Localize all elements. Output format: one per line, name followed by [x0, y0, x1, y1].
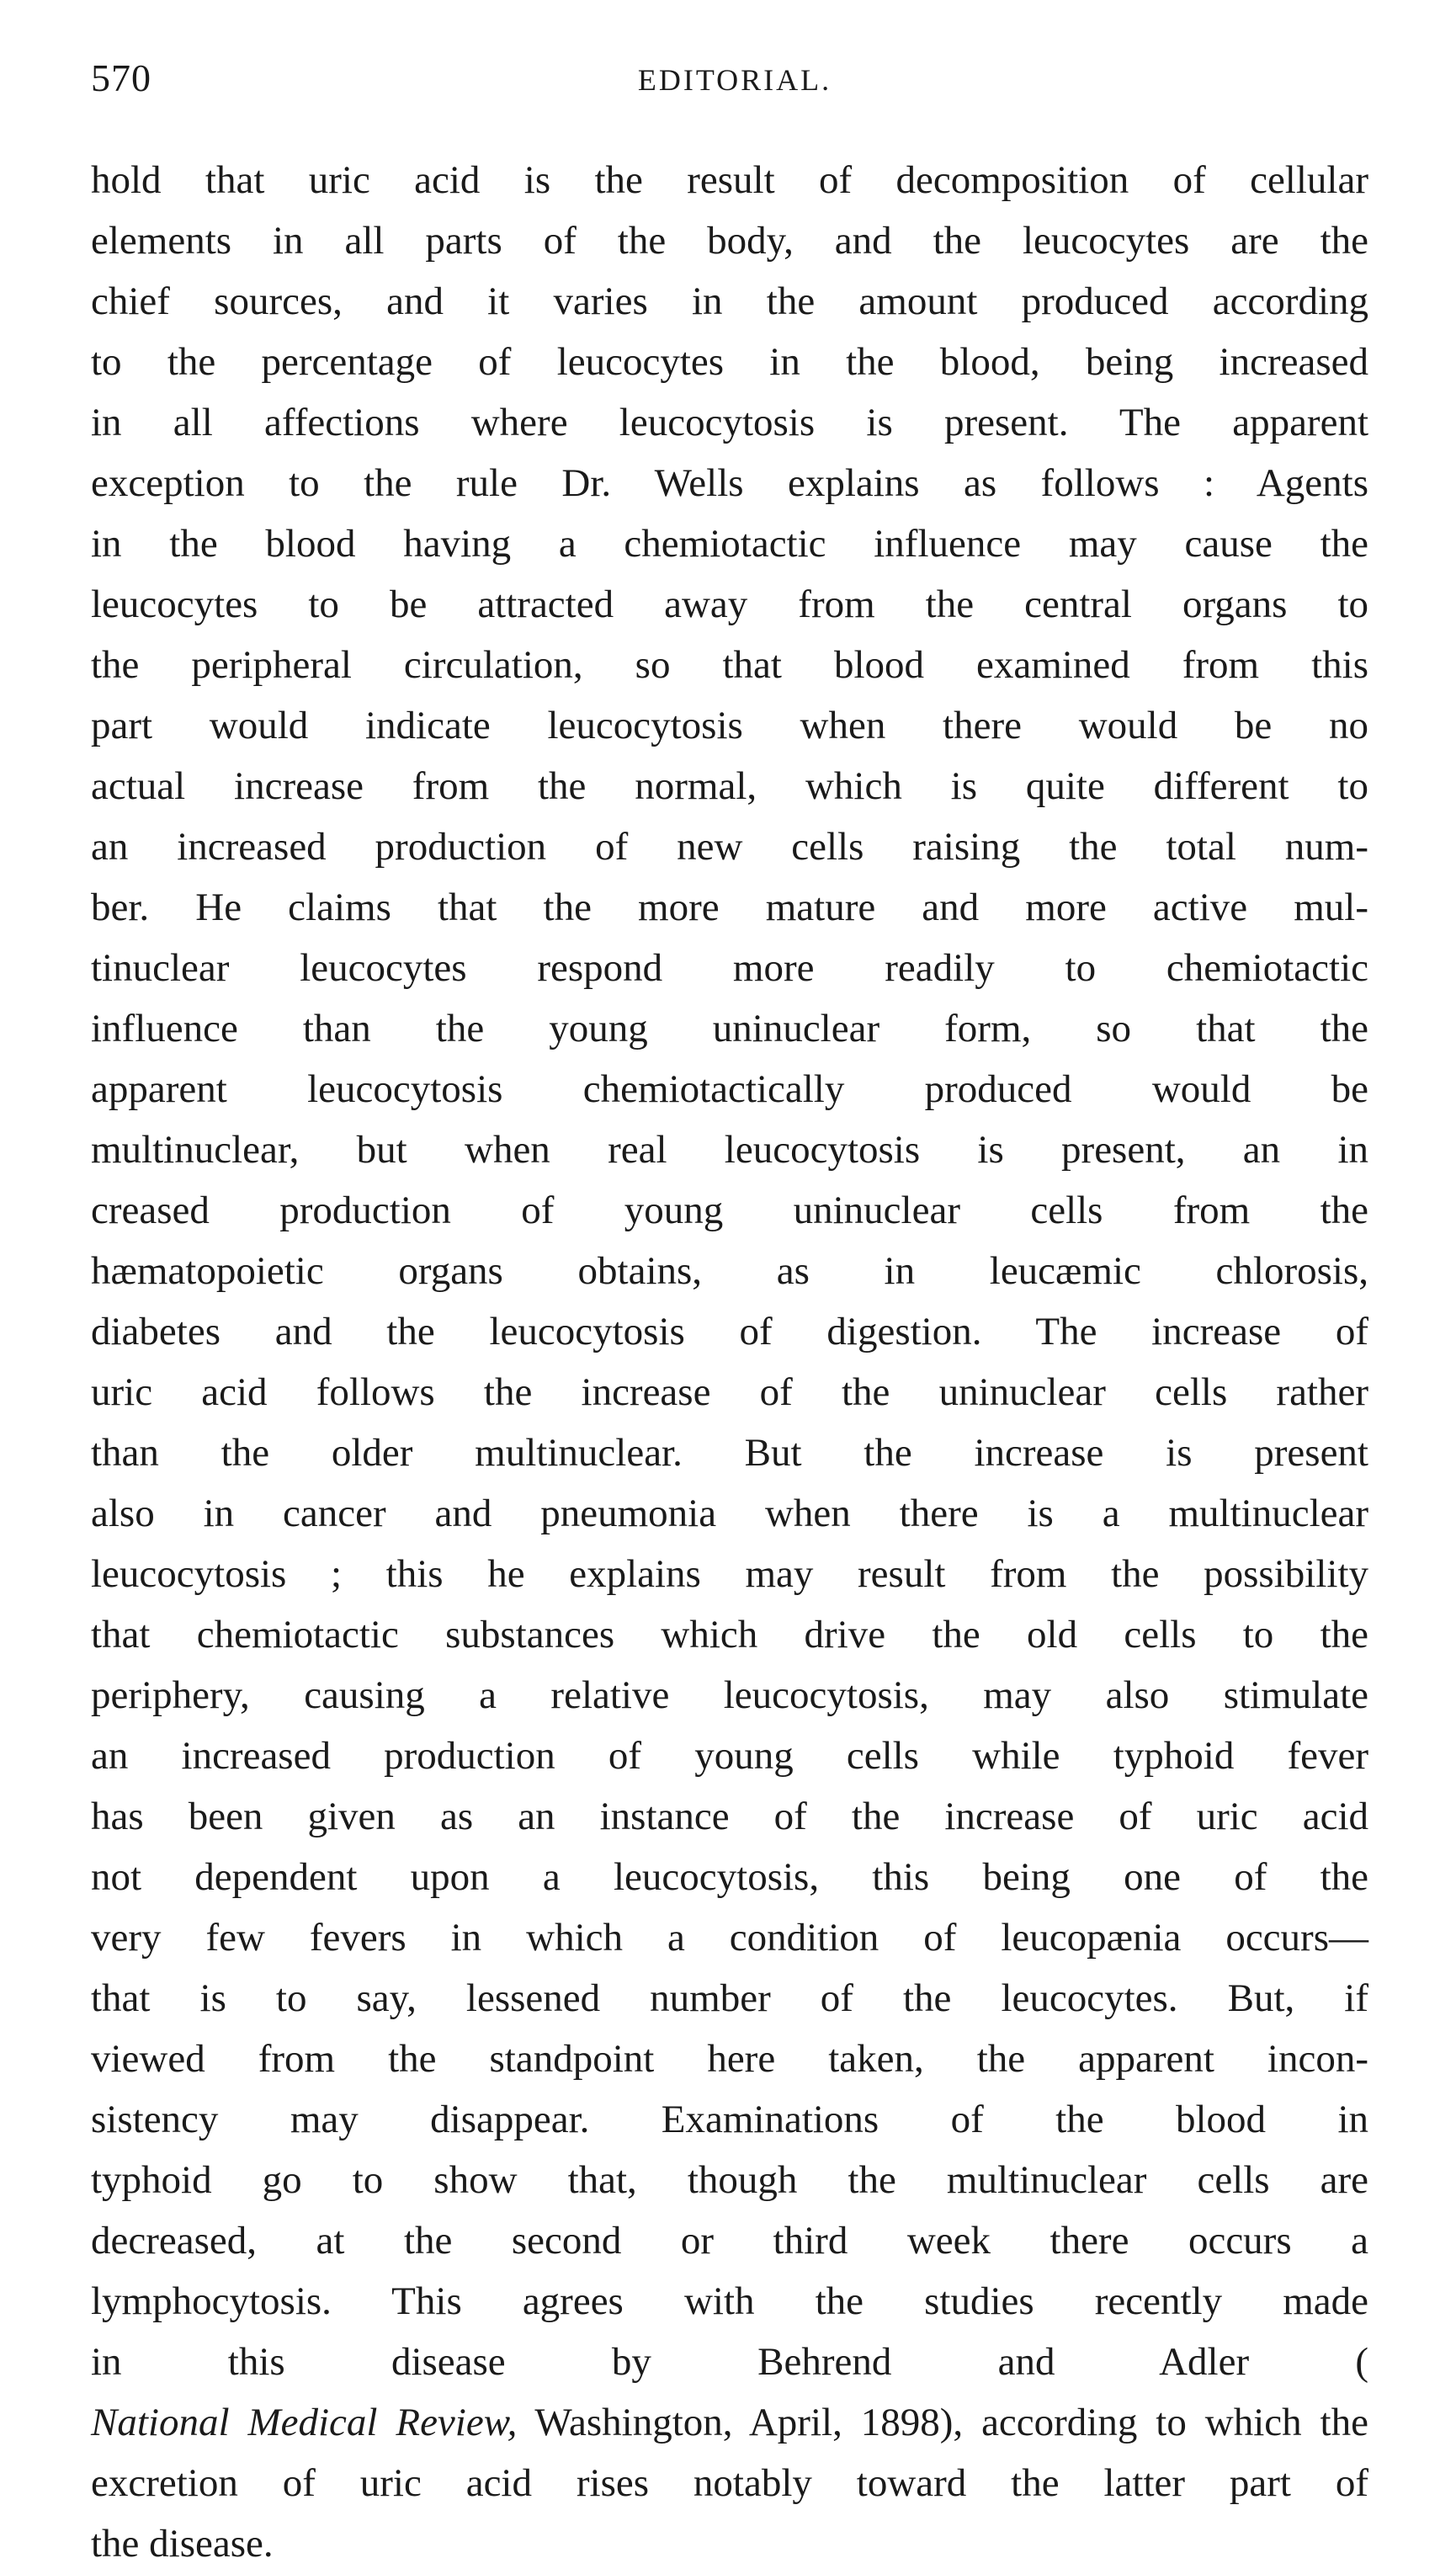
text-line: an increased production of young cells while typhoid fever — [91, 1734, 1368, 1778]
text-line: in all affections where leucocytosis is present. The apparent — [91, 401, 1368, 444]
text-line: hæmatopoietic organs obtains, as in leucæmic chlorosis, — [91, 1249, 1368, 1293]
citation-line — [91, 2392, 1368, 2453]
text-line: leucocytosis ; this he explains may result from the possibility — [91, 1552, 1368, 1596]
text-line: uric acid follows the increase of the uninuclear cells rather — [91, 1370, 1368, 1414]
page-number: 570 — [91, 56, 151, 99]
citation-details: Washington, April, 1898), according to which the — [517, 2401, 1368, 2444]
text-line: leucocytes to be attracted away from the central organs to — [91, 582, 1368, 626]
text-line: apparent leucocytosis chemiotactically produced would be — [91, 1067, 1368, 1111]
text-line: the peripheral circulation, so that blood examined from this — [91, 643, 1368, 687]
text-line: in this disease by Behrend and Adler ( — [91, 2340, 1368, 2384]
text-line: chief sources, and it varies in the amount produced according — [91, 279, 1368, 323]
text-line: part would indicate leucocytosis when there would be no — [91, 704, 1368, 747]
text-line: an increased production of new cells raising the total num- — [91, 825, 1368, 869]
text-line: not dependent upon a leucocytosis, this being one of the — [91, 1855, 1368, 1899]
text-line: diabetes and the leucocytosis of digestion. The increase of — [91, 1310, 1368, 1353]
running-title: EDITORIAL. — [637, 63, 832, 97]
text-line: also in cancer and pneumonia when there is a multinuclear — [91, 1492, 1368, 1535]
text-line: lymphocytosis. This agrees with the studies recently made — [91, 2279, 1368, 2323]
text-line: in the blood having a chemiotactic influence may cause the — [91, 522, 1368, 566]
text-line: sistency may disappear. Examinations of the blood in — [91, 2098, 1368, 2141]
body-text — [91, 150, 1368, 2574]
text-line: that chemiotactic substances which drive the old cells to the — [91, 1613, 1368, 1657]
text-line: very few fevers in which a condition of leucopænia occurs— — [91, 1916, 1368, 1960]
text-line: to the percentage of leucocytes in the blood, being increased — [91, 340, 1368, 384]
text-line: elements in all parts of the body, and the leucocytes are the — [91, 219, 1368, 263]
text-line: hold that uric acid is the result of decomposition of cellular — [91, 158, 1368, 202]
text-line: influence than the young uninuclear form, so that the — [91, 1007, 1368, 1050]
citation-journal-title: National Medical Review, — [91, 2401, 518, 2444]
text-line: has been given as an instance of the increase of uric acid — [91, 1795, 1368, 1838]
text-line: ber. He claims that the more mature and more active mul- — [91, 885, 1368, 929]
running-head — [91, 56, 1379, 114]
text-line: exception to the rule Dr. Wells explains as follows : Agents — [91, 461, 1368, 505]
text-line: creased production of young uninuclear cells from the — [91, 1189, 1368, 1232]
text-line: periphery, causing a relative leucocytosis, may also stimulate — [91, 1673, 1368, 1717]
text-line: viewed from the standpoint here taken, the apparent incon- — [91, 2037, 1368, 2081]
text-line: tinuclear leucocytes respond more readily to chemiotactic — [91, 946, 1368, 990]
text-line: multinuclear, but when real leucocytosis is present, an in — [91, 1128, 1368, 1172]
text-line: actual increase from the normal, which is quite different to — [91, 764, 1368, 808]
text-line: decreased, at the second or third week there occurs a — [91, 2219, 1368, 2263]
text-line: the disease. — [91, 2522, 274, 2566]
text-line: that is to say, lessened number of the leucocytes. But, if — [91, 1976, 1368, 2020]
text-line: typhoid go to show that, though the multinuclear cells are — [91, 2158, 1368, 2202]
text-line: excretion of uric acid rises notably toward the latter part of — [91, 2461, 1368, 2505]
text-line: than the older multinuclear. But the increase is present — [91, 1431, 1368, 1475]
